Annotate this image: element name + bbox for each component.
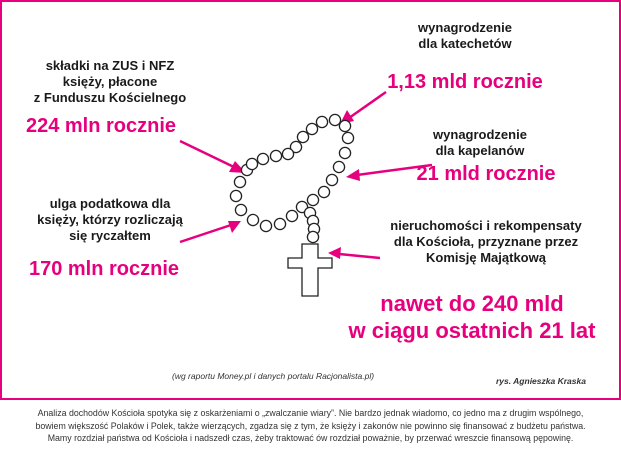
- value-kapelani: 21 mld rocznie: [416, 163, 556, 185]
- arrow-ulga-head: [228, 221, 241, 233]
- rosary-bead: [235, 204, 246, 215]
- label-zus: składki na ZUS i NFZ księży, płacone z Funduszu Kościelnego: [33, 58, 187, 105]
- rosary-bead: [318, 186, 329, 197]
- label-kapelani: wynagrodzenie dla kapelanów: [433, 127, 527, 158]
- rosary-bead: [286, 210, 297, 221]
- rosary-bead: [339, 120, 350, 131]
- rosary-bead: [307, 194, 318, 205]
- arrow-kapelani-head: [346, 169, 360, 181]
- illustration-credit: rys. Agnieszka Kraska: [496, 376, 586, 386]
- value-zus: 224 mln rocznie: [25, 115, 177, 137]
- rosary-bead: [297, 131, 308, 142]
- label-ulga: ulga podatkowa dla księży, którzy rozliczają się ryczałtem: [37, 196, 183, 243]
- cross-icon: [288, 244, 332, 296]
- rosary-bead: [326, 174, 337, 185]
- source-note: (wg raportu Money.pl i danych portalu Racjonalista.pl): [172, 371, 375, 381]
- rosary-icon: [230, 114, 353, 242]
- value-katecheci: 1,13 mld rocznie: [387, 71, 543, 93]
- rosary-bead: [270, 150, 281, 161]
- rosary-bead: [274, 218, 285, 229]
- rosary-bead: [307, 231, 318, 242]
- footnote: [4, 407, 617, 445]
- arrow-katecheci: [349, 92, 386, 118]
- rosary-bead: [230, 190, 241, 201]
- rosary-bead: [247, 214, 258, 225]
- label-katecheci: wynagrodzenie dla katechetów: [418, 20, 512, 51]
- rosary-bead: [257, 153, 268, 164]
- rosary-bead: [342, 132, 353, 143]
- footnote-line: bowiem większość Polaków i Polek, także wierzących, zgadza się z tym, że księży i zakonów nie powinno się finansować z budżetu państwa.: [35, 420, 586, 431]
- rosary-bead: [282, 148, 293, 159]
- rosary-bead: [339, 147, 350, 158]
- rosary-bead: [306, 123, 317, 134]
- rosary-bead: [316, 116, 327, 127]
- rosary-bead: [260, 220, 271, 231]
- rosary-bead: [234, 176, 245, 187]
- footnote-line: Analiza dochodów Kościoła spotyka się z oskarżeniami o „zwalczanie wiary”. Nie bardzo jednak wiadomo, co jedno ma z drugim wspólnego,: [37, 408, 584, 418]
- footnote-line: Mamy rozdział państwa od Kościoła i nadszedł czas, żeby traktować ów rozdział poważnie, by przerwać wreszcie finansową pępowinę.: [47, 433, 574, 443]
- rosary-bead: [329, 114, 340, 125]
- value-ulga: 170 mln rocznie: [28, 258, 180, 280]
- label-majatek: nieruchomości i rekompensaty dla Kościoła, przyznane przez Komisję Majątkową: [390, 218, 582, 265]
- value-majatek: nawet do 240 mld w ciągu ostatnich 21 lat: [348, 291, 596, 343]
- rosary-bead: [333, 161, 344, 172]
- arrow-zus: [180, 141, 236, 168]
- arrow-majatek-head: [328, 247, 341, 259]
- rosary-bead: [246, 158, 257, 169]
